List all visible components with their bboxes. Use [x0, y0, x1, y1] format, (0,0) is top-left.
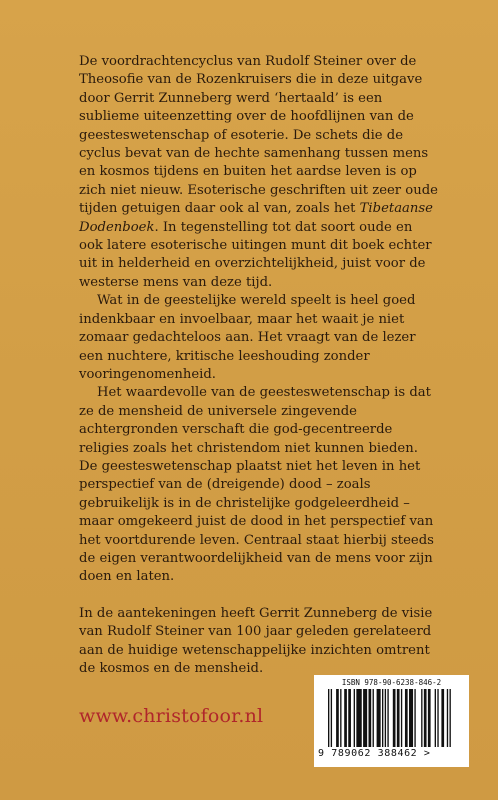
barcode-bar: [435, 689, 436, 747]
blurb-p1-book-title: Tibetaanse Dodenboek: [79, 201, 433, 235]
barcode-bar: [363, 689, 367, 747]
blurb-p1-start: De voordrachtencyclus van Rudolf Steiner over de Theosofie van de Rozenkruisers die in deze uitgave door Gerrit Zunneberg werd ‘hertaald’ is een sublieme uiteenzetting over de hoofdlijnen van de geesteswetenschap of esoterie. De schets die de cyclus bevat van de hechte samenhang tussen mens en kosmos tijdens en buiten het aardse leven is op zich niet nieuw. Esoterische geschriften uit zeer oude tijden getuigen daar ook al van, zoals het: [79, 54, 438, 217]
barcode-bar: [405, 689, 408, 747]
barcode-bar: [401, 689, 402, 747]
barcode-bar: [387, 689, 388, 747]
barcode-bar: [421, 689, 422, 747]
publisher-website: www.christofoor.nl: [79, 705, 264, 727]
barcode-bar: [354, 689, 355, 747]
isbn-number: ISBN 978-90-6238-846-2: [341, 678, 442, 687]
blurb-paragraph-1: [79, 53, 439, 292]
barcode-bar: [393, 689, 396, 747]
barcode-bar: [356, 689, 361, 747]
barcode-bar: [331, 689, 332, 747]
barcode-bar: [373, 689, 374, 747]
barcode-bar: [397, 689, 400, 747]
barcode-bar: [377, 689, 381, 747]
barcode-bar: [437, 689, 438, 747]
blurb-text: [79, 53, 439, 678]
barcode-bar: [340, 689, 341, 747]
barcode-bar: [441, 689, 444, 747]
barcode-bar: [447, 689, 448, 747]
blurb-paragraph-4: In de aantekeningen heeft Gerrit Zunneberg de visie van Rudolf Steiner van 100 jaar geleden gerelateerd aan de huidige wetenschappelijke inzichten omtrent de kosmos en de mensheid.: [79, 605, 433, 676]
barcode-bar: [414, 689, 415, 747]
barcode-bar: [369, 689, 372, 747]
barcode-bar: [409, 689, 413, 747]
blurb-paragraph-3: Het waardevolle van de geesteswetenschap is dat ze de mensheid de universele zingevende achtergronden verschaft die god-gecentreerde religies zoals het christendom niet kunnen bieden. De geesteswetenschap plaatst niet het leven in het perspectief van de (dreigende) dood – zoals gebruikelijk is in de christelijke godgeleerdheid – maar omgekeerd juist de dood in het perspectief van het voortdurende leven. Centraal staat hierbij steeds de eigen verantwoordelijkheid van de mens voor zijn doen en laten.: [79, 385, 434, 585]
barcode-bar: [385, 689, 386, 747]
barcode-bars: [328, 689, 456, 747]
barcode-bar: [348, 689, 351, 747]
barcode-bar: [424, 689, 427, 747]
barcode-bar: [344, 689, 347, 747]
barcode-bar: [382, 689, 383, 747]
isbn-barcode: [314, 675, 469, 767]
barcode-bar: [450, 689, 451, 747]
barcode-bar: [336, 689, 339, 747]
barcode-bar: [428, 689, 431, 747]
ean-digits: 9 789062 388462 >: [318, 748, 431, 759]
blurb-paragraph-2: Wat in de geestelijke wereld speelt is heel goed indenkbaar en invoelbaar, maar het waait je niet zomaar gedachteloos aan. Het vraagt van de lezer een nuchtere, kritische leeshouding zonder vooringenomenheid.: [79, 293, 416, 382]
barcode-bar: [328, 689, 329, 747]
blurb-p1-end: . In tegenstelling tot dat soort oude en ook latere esoterische uitingen munt dit boek echter uit in helderheid en overzichtelijkheid, juist voor de westerse mens van deze tijd.: [79, 219, 432, 290]
